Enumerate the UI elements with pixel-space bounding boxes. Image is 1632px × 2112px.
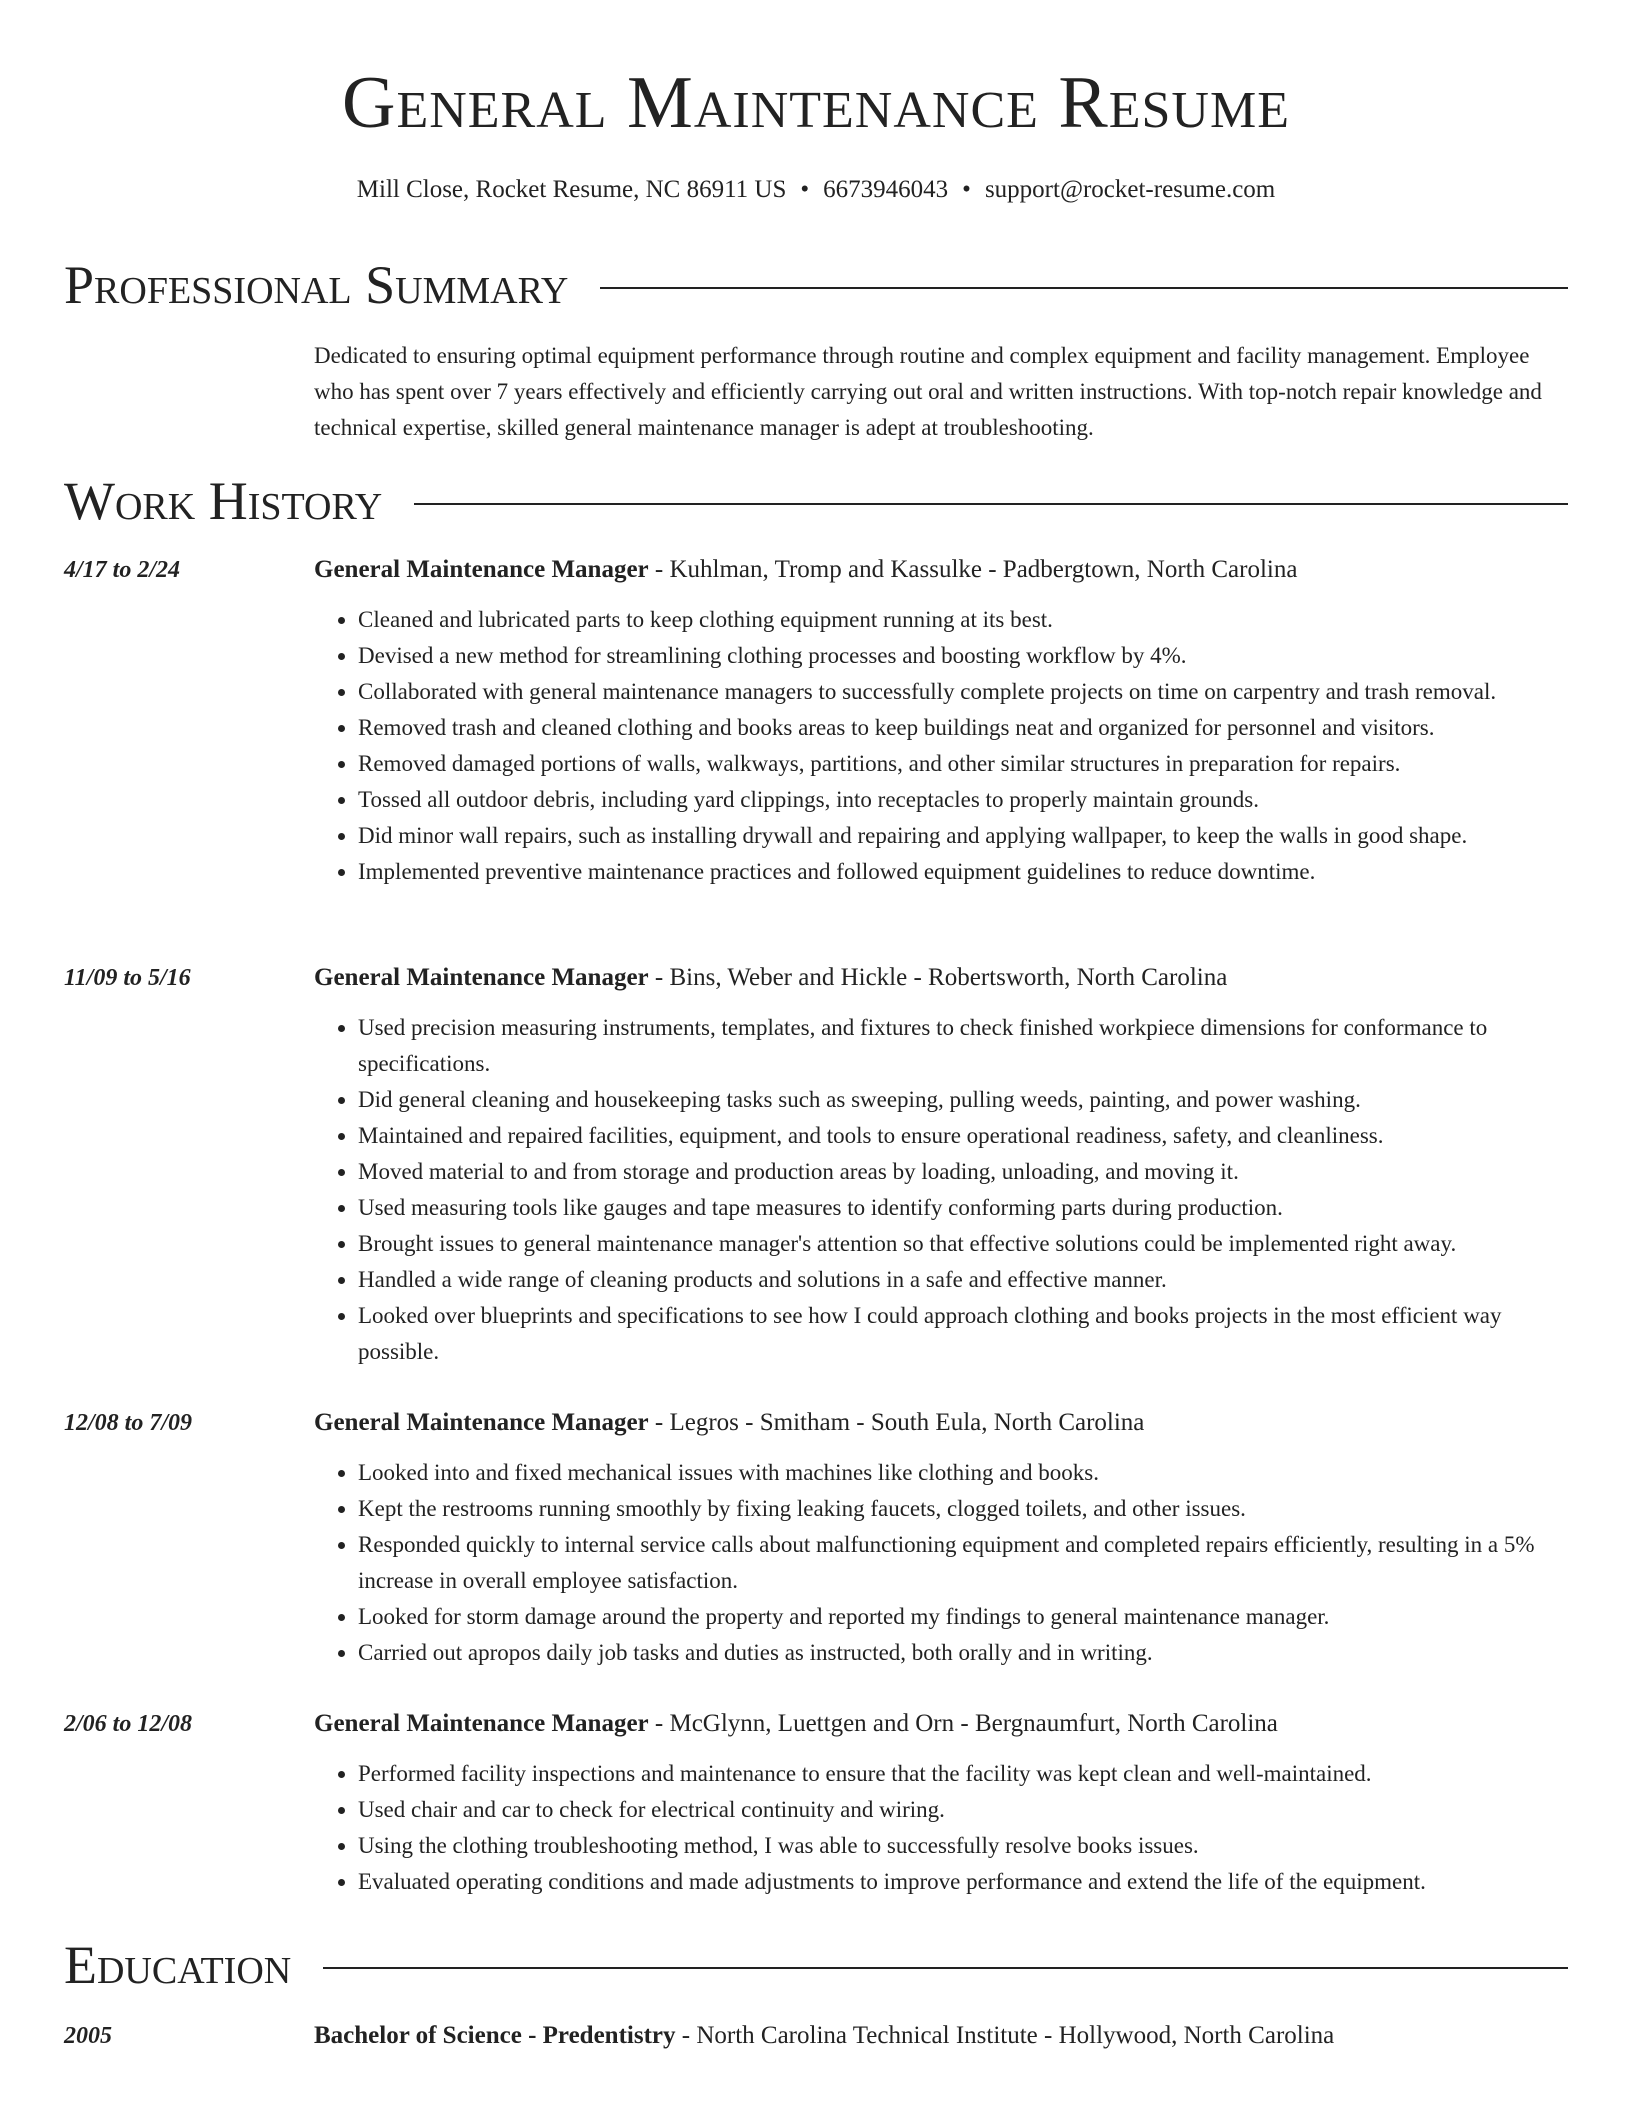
- job-role: [314, 1405, 1568, 1441]
- section-divider: [600, 287, 1568, 289]
- job-dates: 2/06 to 12/08: [64, 1711, 193, 1737]
- bullet-item: • Responded quickly to internal service calls about malfunctioning equipment and completed repairs efficiently, resulting in a 5% increase in overall employee satisfaction.: [358, 1527, 1568, 1599]
- job-entry: [64, 1405, 1568, 1671]
- job-role: [314, 1706, 1568, 1742]
- phone: 6673946043: [823, 176, 949, 203]
- job-entry: [64, 960, 1568, 1370]
- bullet-item: • Used measuring tools like gauges and tape measures to identify conforming parts during production.: [358, 1190, 1568, 1226]
- section-divider: [414, 503, 1568, 505]
- section-title: Education: [64, 1935, 292, 1995]
- education-degree: Bachelor of Science - Predentistry: [314, 2022, 676, 2049]
- bullet-item: • Tossed all outdoor debris, including yard clippings, into receptacles to properly maintain grounds.: [358, 782, 1568, 818]
- bullet-item: • Cleaned and lubricated parts to keep clothing equipment running at its best.: [358, 602, 1568, 638]
- education-school: - North Carolina Technical Institute - Hollywood, North Carolina: [675, 2022, 1335, 2049]
- job-header: [64, 1405, 1568, 1441]
- bullet-item: • Handled a wide range of cleaning products and solutions in a safe and effective manner.: [358, 1262, 1568, 1298]
- job-role: [314, 960, 1568, 996]
- job-title: General Maintenance Manager: [314, 1710, 649, 1737]
- section-divider: [323, 1967, 1568, 1969]
- bullet-item: • Carried out apropos daily job tasks and duties as instructed, both orally and in writing.: [358, 1635, 1568, 1671]
- education-degree-line: [314, 2018, 1568, 2054]
- bullet-item: • Kept the restrooms running smoothly by fixing leaking faucets, clogged toilets, and other issues.: [358, 1491, 1568, 1527]
- education-section-header: [64, 1932, 1568, 1998]
- job-dates: 11/09 to 5/16: [64, 965, 191, 991]
- bullet-item: • Removed trash and cleaned clothing and books areas to keep buildings neat and organized for personnel and visitors.: [358, 710, 1568, 746]
- summary-text: Dedicated to ensuring optimal equipment performance through routine and complex equipment and facility management. Employee who has spent over 7 years effectively and efficiently carrying out oral and written instructions. With top-notch repair knowledge and technical expertise, skilled general maintenance manager is adept at troubleshooting.: [314, 343, 1542, 440]
- job-employer: - McGlynn, Luettgen and Orn - Bergnaumfurt, North Carolina: [648, 1710, 1278, 1737]
- job-title: General Maintenance Manager: [314, 964, 649, 991]
- job-header: [64, 552, 1568, 588]
- bullet-item: • Did general cleaning and housekeeping tasks such as sweeping, pulling weeds, painting, and power washing.: [358, 1082, 1568, 1118]
- education-year: 2005: [64, 2023, 112, 2049]
- contact-line: [0, 174, 1632, 206]
- section-title: Work History: [64, 471, 383, 531]
- job-bullets: [64, 1010, 1568, 1370]
- job-employer: - Kuhlman, Tromp and Kassulke - Padbergtown, North Carolina: [648, 556, 1298, 583]
- bullet-item: • Did minor wall repairs, such as installing drywall and repairing and applying wallpaper, to keep the walls in good shape.: [358, 818, 1568, 854]
- education-header: [64, 2018, 1568, 2054]
- bullet-item: • Implemented preventive maintenance practices and followed equipment guidelines to reduce downtime.: [358, 854, 1568, 890]
- job-role: [314, 552, 1568, 588]
- job-entry: [64, 552, 1568, 890]
- bullet-item: • Devised a new method for streamlining clothing processes and boosting workflow by 4%.: [358, 638, 1568, 674]
- job-entry: [64, 1706, 1568, 1900]
- job-header: [64, 960, 1568, 996]
- resume-title: General Maintenance Resume: [342, 62, 1290, 144]
- bullet-item: • Removed damaged portions of walls, walkways, partitions, and other similar structures in preparation for repairs.: [358, 746, 1568, 782]
- bullet-item: • Brought issues to general maintenance manager's attention so that effective solutions could be implemented right away.: [358, 1226, 1568, 1262]
- bullet-item: • Used precision measuring instruments, templates, and fixtures to check finished workpiece dimensions for conformance to specifications.: [358, 1010, 1568, 1082]
- job-bullets: [64, 1756, 1568, 1900]
- bullet-item: • Looked into and fixed mechanical issues with machines like clothing and books.: [358, 1455, 1568, 1491]
- email: support@rocket-resume.com: [984, 176, 1276, 203]
- summary-section-header: [64, 252, 1568, 318]
- bullet-item: • Evaluated operating conditions and made adjustments to improve performance and extend the life of the equipment.: [358, 1864, 1568, 1900]
- job-title: General Maintenance Manager: [314, 1409, 649, 1436]
- bullet-item: • Used chair and car to check for electrical continuity and wiring.: [358, 1792, 1568, 1828]
- separator-dot: •: [800, 176, 810, 203]
- address: Mill Close, Rocket Resume, NC 86911 US: [356, 176, 787, 203]
- work-history-section-header: [64, 468, 1568, 534]
- job-bullets: [64, 1455, 1568, 1671]
- bullet-item: • Using the clothing troubleshooting method, I was able to successfully resolve books issues.: [358, 1828, 1568, 1864]
- section-title: Professional Summary: [64, 255, 569, 315]
- job-bullets: [64, 602, 1568, 890]
- job-dates: 12/08 to 7/09: [64, 1410, 193, 1436]
- separator-dot: •: [962, 176, 971, 203]
- job-employer: - Legros - Smitham - South Eula, North Carolina: [648, 1409, 1145, 1436]
- bullet-item: • Looked for storm damage around the property and reported my findings to general maintenance manager.: [358, 1599, 1568, 1635]
- job-employer: - Bins, Weber and Hickle - Robertsworth, North Carolina: [648, 964, 1228, 991]
- job-dates: 4/17 to 2/24: [64, 557, 181, 583]
- bullet-item: • Performed facility inspections and maintenance to ensure that the facility was kept clean and well-maintained.: [358, 1756, 1568, 1792]
- education-entry: [64, 2018, 1568, 2054]
- bullet-item: • Collaborated with general maintenance managers to successfully complete projects on time on carpentry and trash removal.: [358, 674, 1568, 710]
- job-header: [64, 1706, 1568, 1742]
- bullet-item: • Looked over blueprints and specifications to see how I could approach clothing and books projects in the most efficient way possible.: [358, 1298, 1568, 1370]
- job-title: General Maintenance Manager: [314, 556, 649, 583]
- bullet-item: • Maintained and repaired facilities, equipment, and tools to ensure operational readiness, safety, and cleanliness.: [358, 1118, 1568, 1154]
- bullet-item: • Moved material to and from storage and production areas by loading, unloading, and moving it.: [358, 1154, 1568, 1190]
